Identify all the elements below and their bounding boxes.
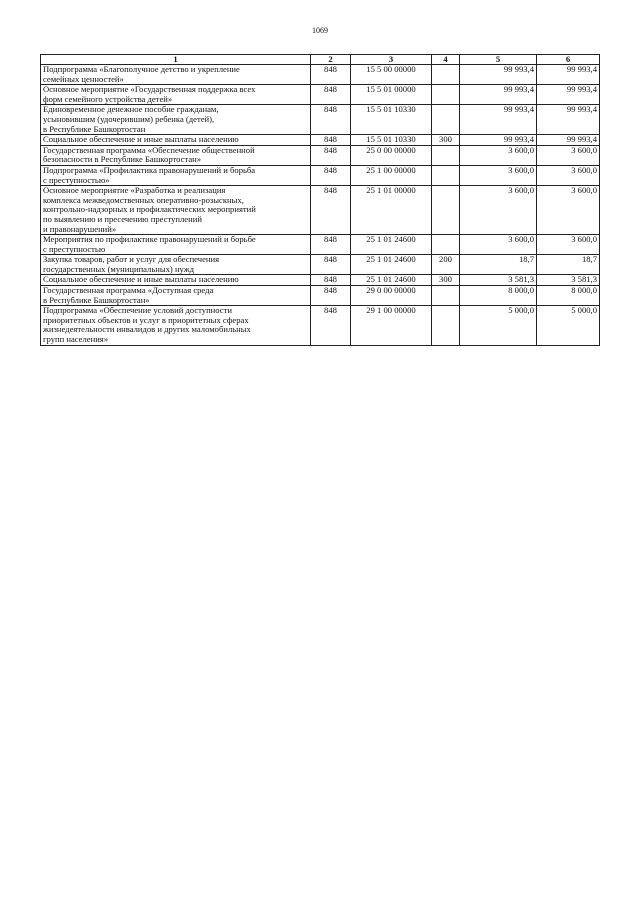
- target-article-cell: 15 5 00 00000: [351, 65, 432, 85]
- column-header-4: 4: [432, 55, 460, 65]
- item-name-line: жизнедеятельности инвалидов и других маломобильных: [43, 324, 251, 335]
- amount-first-cell: 99 993,4: [460, 105, 537, 135]
- target-article-cell: 15 5 01 10330: [351, 105, 432, 135]
- amount-first-cell: 5 000,0: [460, 306, 537, 345]
- ministry-code-cell: 848: [311, 85, 351, 105]
- ministry-code-cell: 848: [311, 165, 351, 185]
- amount-first-cell: 3 600,0: [460, 186, 537, 235]
- ministry-code-cell: 848: [311, 145, 351, 165]
- item-name-line: контрольно-надзорных и профилактических мероприятий: [43, 204, 256, 215]
- target-article-cell: 15 5 01 10330: [351, 135, 432, 146]
- item-name-line: Основное мероприятие «Государственная поддержка всех: [43, 84, 256, 95]
- amount-second-cell: 18,7: [537, 255, 600, 275]
- item-name-line: форм семейного устройства детей»: [43, 93, 173, 104]
- item-name-line: с преступностью: [43, 243, 106, 254]
- item-name-line: приоритетных объектов и услуг в приоритетных сферах: [43, 314, 249, 325]
- item-name-line: Подпрограмма «Профилактика правонарушений и борьба: [43, 165, 256, 175]
- amount-second-cell: 5 000,0: [537, 306, 600, 345]
- target-article-cell: 25 1 01 24600: [351, 255, 432, 275]
- item-name-cell: [41, 235, 311, 255]
- item-name-line: комплекса межведомственных оперативно-розыскных,: [43, 194, 244, 205]
- expense-type-cell: [432, 105, 460, 135]
- item-name-line: и правонарушений»: [43, 223, 117, 234]
- table-header-row: [41, 55, 600, 65]
- table-row: [41, 235, 600, 255]
- table-body: [41, 65, 600, 346]
- amount-second-cell: 3 600,0: [537, 186, 600, 235]
- amount-second-cell: 99 993,4: [537, 105, 600, 135]
- column-header-1: 1: [41, 55, 311, 65]
- amount-second-cell: 8 000,0: [537, 286, 600, 306]
- amount-first-cell: 8 000,0: [460, 286, 537, 306]
- item-name-cell: [41, 135, 311, 146]
- ministry-code-cell: 848: [311, 255, 351, 275]
- expense-type-cell: [432, 286, 460, 306]
- table-row: [41, 105, 600, 135]
- item-name-line: Единовременное денежное пособие гражданам,: [43, 104, 219, 115]
- item-name-cell: [41, 286, 311, 306]
- expense-type-cell: [432, 306, 460, 345]
- amount-second-cell: 99 993,4: [537, 65, 600, 85]
- table-row: [41, 165, 600, 185]
- amount-first-cell: 3 600,0: [460, 145, 537, 165]
- column-header-2: 2: [311, 55, 351, 65]
- target-article-cell: 29 0 00 00000: [351, 286, 432, 306]
- amount-second-cell: 3 600,0: [537, 165, 600, 185]
- amount-second-cell: 99 993,4: [537, 85, 600, 105]
- table-row: [41, 255, 600, 275]
- item-name-cell: [41, 165, 311, 185]
- amount-second-cell: 3 600,0: [537, 145, 600, 165]
- table-row: [41, 135, 600, 146]
- item-name-line: Государственная программа «Доступная среда: [43, 285, 214, 296]
- table-row: [41, 65, 600, 85]
- expense-type-cell: [432, 186, 460, 235]
- expense-type-cell: [432, 235, 460, 255]
- column-header-6: 6: [537, 55, 600, 65]
- ministry-code-cell: 848: [311, 186, 351, 235]
- target-article-cell: 25 1 01 24600: [351, 275, 432, 286]
- target-article-cell: 29 1 00 00000: [351, 306, 432, 345]
- item-name-cell: [41, 255, 311, 275]
- column-header-3: 3: [351, 55, 432, 65]
- item-name-line: Социальное обеспечение и иные выплаты населению: [43, 274, 239, 285]
- target-article-cell: 15 5 01 00000: [351, 85, 432, 105]
- item-name-line: групп населения»: [43, 334, 109, 345]
- column-header-5: 5: [460, 55, 537, 65]
- ministry-code-cell: 848: [311, 105, 351, 135]
- page-number: 1069: [312, 26, 328, 35]
- item-name-cell: [41, 105, 311, 135]
- table-row: [41, 286, 600, 306]
- amount-first-cell: 99 993,4: [460, 85, 537, 105]
- item-name-line: Закупка товаров, работ и услуг для обеспечения: [43, 254, 220, 265]
- table-row: [41, 275, 600, 286]
- ministry-code-cell: 848: [311, 275, 351, 286]
- item-name-cell: [41, 65, 311, 85]
- table-row: [41, 186, 600, 235]
- item-name-line: с преступностью»: [43, 174, 110, 185]
- expense-type-cell: 300: [432, 275, 460, 286]
- table-row: [41, 306, 600, 345]
- item-name-line: безопасности в Республике Башкортостан»: [43, 154, 202, 165]
- item-name-line: по выявлению и пресечению преступлений: [43, 213, 202, 224]
- expense-type-cell: [432, 85, 460, 105]
- amount-second-cell: 3 581,3: [537, 275, 600, 286]
- item-name-line: Социальное обеспечение и иные выплаты населению: [43, 134, 239, 145]
- amount-first-cell: 3 581,3: [460, 275, 537, 286]
- item-name-line: усыновившим (удочерившим) ребенка (детей),: [43, 113, 215, 124]
- expense-type-cell: [432, 65, 460, 85]
- ministry-code-cell: 848: [311, 235, 351, 255]
- item-name-line: семейных ценностей»: [43, 73, 124, 84]
- item-name-cell: [41, 145, 311, 165]
- ministry-code-cell: 848: [311, 306, 351, 345]
- expense-type-cell: [432, 145, 460, 165]
- amount-second-cell: 99 993,4: [537, 135, 600, 146]
- table-row: [41, 145, 600, 165]
- budget-table: [40, 54, 600, 346]
- amount-second-cell: 3 600,0: [537, 235, 600, 255]
- target-article-cell: 25 1 01 24600: [351, 235, 432, 255]
- expense-type-cell: [432, 165, 460, 185]
- amount-first-cell: 99 993,4: [460, 65, 537, 85]
- item-name-line: Подпрограмма «Обеспечение условий доступности: [43, 305, 232, 316]
- item-name-line: Основное мероприятие «Разработка и реализация: [43, 185, 226, 196]
- expense-type-cell: 300: [432, 135, 460, 146]
- item-name-cell: [41, 85, 311, 105]
- item-name-cell: [41, 306, 311, 345]
- amount-first-cell: 3 600,0: [460, 165, 537, 185]
- table-row: [41, 85, 600, 105]
- item-name-cell: [41, 186, 311, 235]
- amount-first-cell: 99 993,4: [460, 135, 537, 146]
- amount-first-cell: 18,7: [460, 255, 537, 275]
- target-article-cell: 25 0 00 00000: [351, 145, 432, 165]
- item-name-cell: [41, 275, 311, 286]
- target-article-cell: 25 1 01 00000: [351, 186, 432, 235]
- item-name-line: в Республике Башкортостан»: [43, 294, 150, 305]
- item-name-line: Мероприятия по профилактике правонарушений и борьбе: [43, 234, 256, 245]
- ministry-code-cell: 848: [311, 286, 351, 306]
- expense-type-cell: 200: [432, 255, 460, 275]
- item-name-line: государственных (муниципальных) нужд: [43, 263, 195, 274]
- ministry-code-cell: 848: [311, 65, 351, 85]
- item-name-line: Подпрограмма «Благополучное детство и укрепление: [43, 64, 240, 74]
- target-article-cell: 25 1 00 00000: [351, 165, 432, 185]
- item-name-line: Государственная программа «Обеспечение общественной: [43, 145, 255, 155]
- ministry-code-cell: 848: [311, 135, 351, 146]
- amount-first-cell: 3 600,0: [460, 235, 537, 255]
- item-name-line: в Республике Башкортостан: [43, 123, 146, 134]
